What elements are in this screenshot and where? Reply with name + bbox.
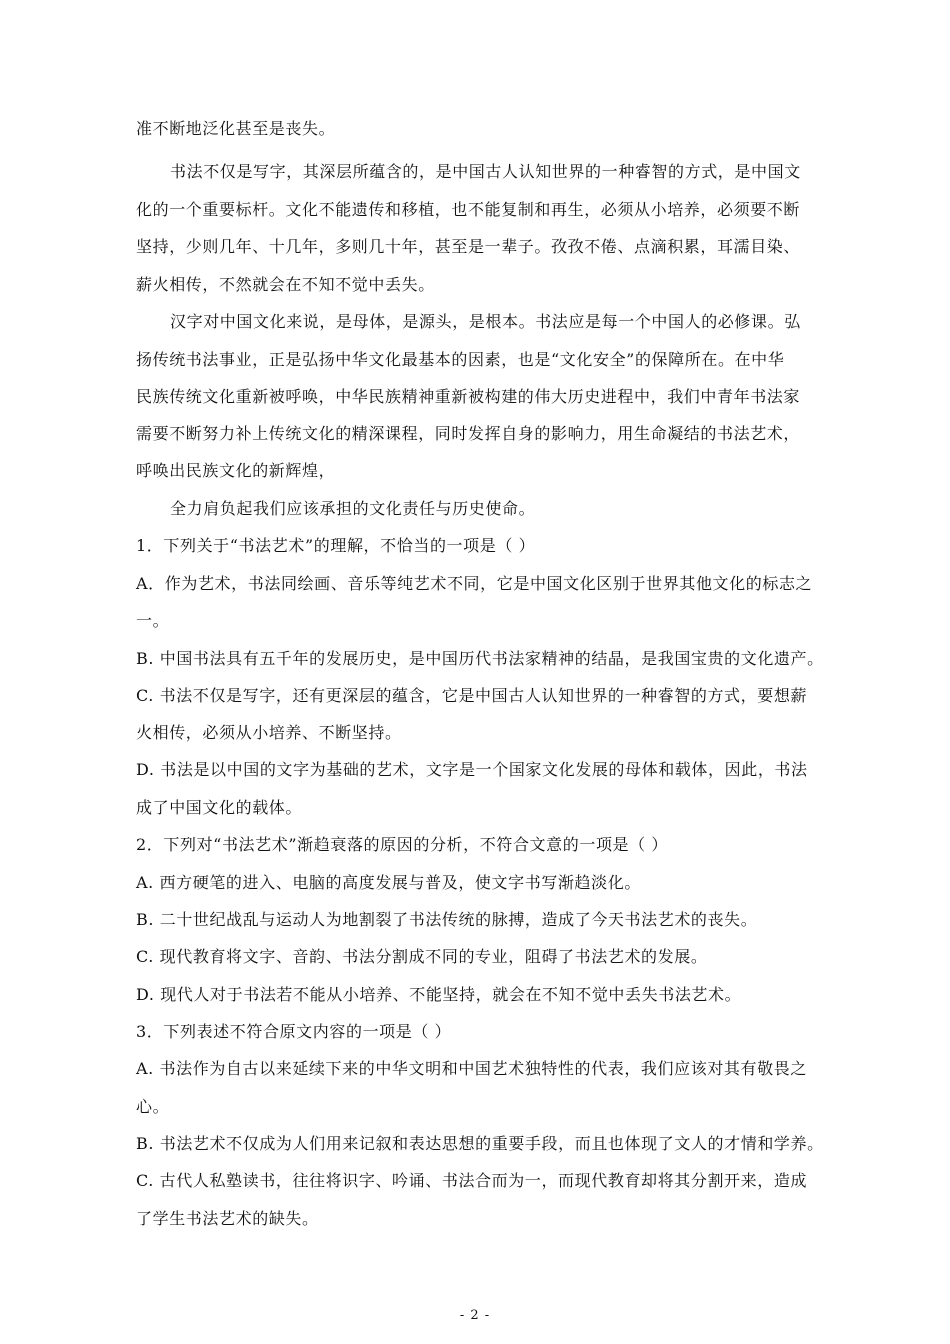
- option-a-cont: 心。: [136, 1097, 170, 1116]
- option-c-cont: 了学生书法艺术的缺失。: [136, 1209, 319, 1228]
- option-a-cont: 一。: [136, 611, 170, 630]
- option-a: A. 西方硬笔的进入、电脑的高度发展与普及，使文字书写渐趋淡化。: [136, 873, 641, 892]
- option-b: B. 中国书法具有五千年的发展历史，是中国历代书法家精神的结晶，是我国宝贵的文化遗产。: [136, 649, 824, 668]
- paragraph-line: 扬传统书法事业，正是弘扬中华文化最基本的因素，也是“文化安全”的保障所在。在中华: [136, 350, 785, 369]
- option-c-cont: 火相传，必须从小培养、不断坚持。: [136, 723, 402, 742]
- option-a: A. 书法作为自古以来延续下来的中华文明和中国艺术独特性的代表，我们应该对其有敬畏之: [136, 1059, 807, 1078]
- option-a: A．作为艺术，书法同绘画、音乐等纯艺术不同，它是中国文化区别于世界其他文化的标志之: [136, 574, 813, 593]
- paragraph-line: 呼唤出民族文化的新辉煌，: [136, 461, 336, 480]
- paragraph-line: 坚持，少则几年、十几年，多则几十年，甚至是一辈子。孜孜不倦、点滴积累，耳濡目染、: [136, 237, 801, 256]
- paragraph-line: 全力肩负起我们应该承担的文化责任与历史使命。: [170, 499, 536, 518]
- question-stem: 3．下列表述不符合原文内容的一项是（ ）: [136, 1022, 452, 1041]
- page-number: - 2 -: [459, 1308, 491, 1323]
- option-c: C. 古代人私塾读书，往往将识字、吟诵、书法合而为一，而现代教育却将其分割开来，造成: [136, 1171, 808, 1190]
- option-c: C. 书法不仅是写字，还有更深层的蕴含，它是中国古人认知世界的一种睿智的方式，要想薪: [136, 686, 808, 705]
- paragraph-line: 民族传统文化重新被呼唤，中华民族精神重新被构建的伟大历史进程中，我们中青年书法家: [136, 387, 801, 406]
- paragraph-line: 汉字对中国文化来说，是母体，是源头，是根本。书法应是每一个中国人的必修课。弘: [170, 312, 801, 331]
- option-c: C. 现代教育将文字、音韵、书法分割成不同的专业，阻碍了书法艺术的发展。: [136, 947, 708, 966]
- option-d-cont: 成了中国文化的载体。: [136, 798, 303, 817]
- option-d: D. 现代人对于书法若不能从小培养、不能坚持，就会在不知不觉中丢失书法艺术。: [136, 985, 742, 1004]
- paragraph-line: 需要不断努力补上传统文化的精深课程，同时发挥自身的影响力，用生命凝结的书法艺术，: [136, 424, 801, 443]
- paragraph-line: 薪火相传，不然就会在不知不觉中丢失。: [136, 275, 435, 294]
- paragraph-line: 准不断地泛化甚至是丧失。: [136, 119, 336, 138]
- paragraph-line: 化的一个重要标杆。文化不能遗传和移植，也不能复制和再生，必须从小培养，必须要不断: [136, 200, 801, 219]
- option-b: B. 书法艺术不仅成为人们用来记叙和表达思想的重要手段，而且也体现了文人的才情和学养。: [136, 1134, 824, 1153]
- option-d: D. 书法是以中国的文字为基础的艺术，文字是一个国家文化发展的母体和载体，因此，书法: [136, 760, 808, 779]
- question-stem: 1．下列关于“书法艺术”的理解，不恰当的一项是（ ）: [136, 536, 536, 555]
- option-b: B. 二十世纪战乱与运动人为地割裂了书法传统的脉搏，造成了今天书法艺术的丧失。: [136, 910, 758, 929]
- question-stem: 2．下列对“书法艺术”渐趋衰落的原因的分析，不符合文意的一项是（ ）: [136, 835, 669, 854]
- paragraph-line: 书法不仅是写字，其深层所蕴含的，是中国古人认知世界的一种睿智的方式，是中国文: [170, 162, 801, 181]
